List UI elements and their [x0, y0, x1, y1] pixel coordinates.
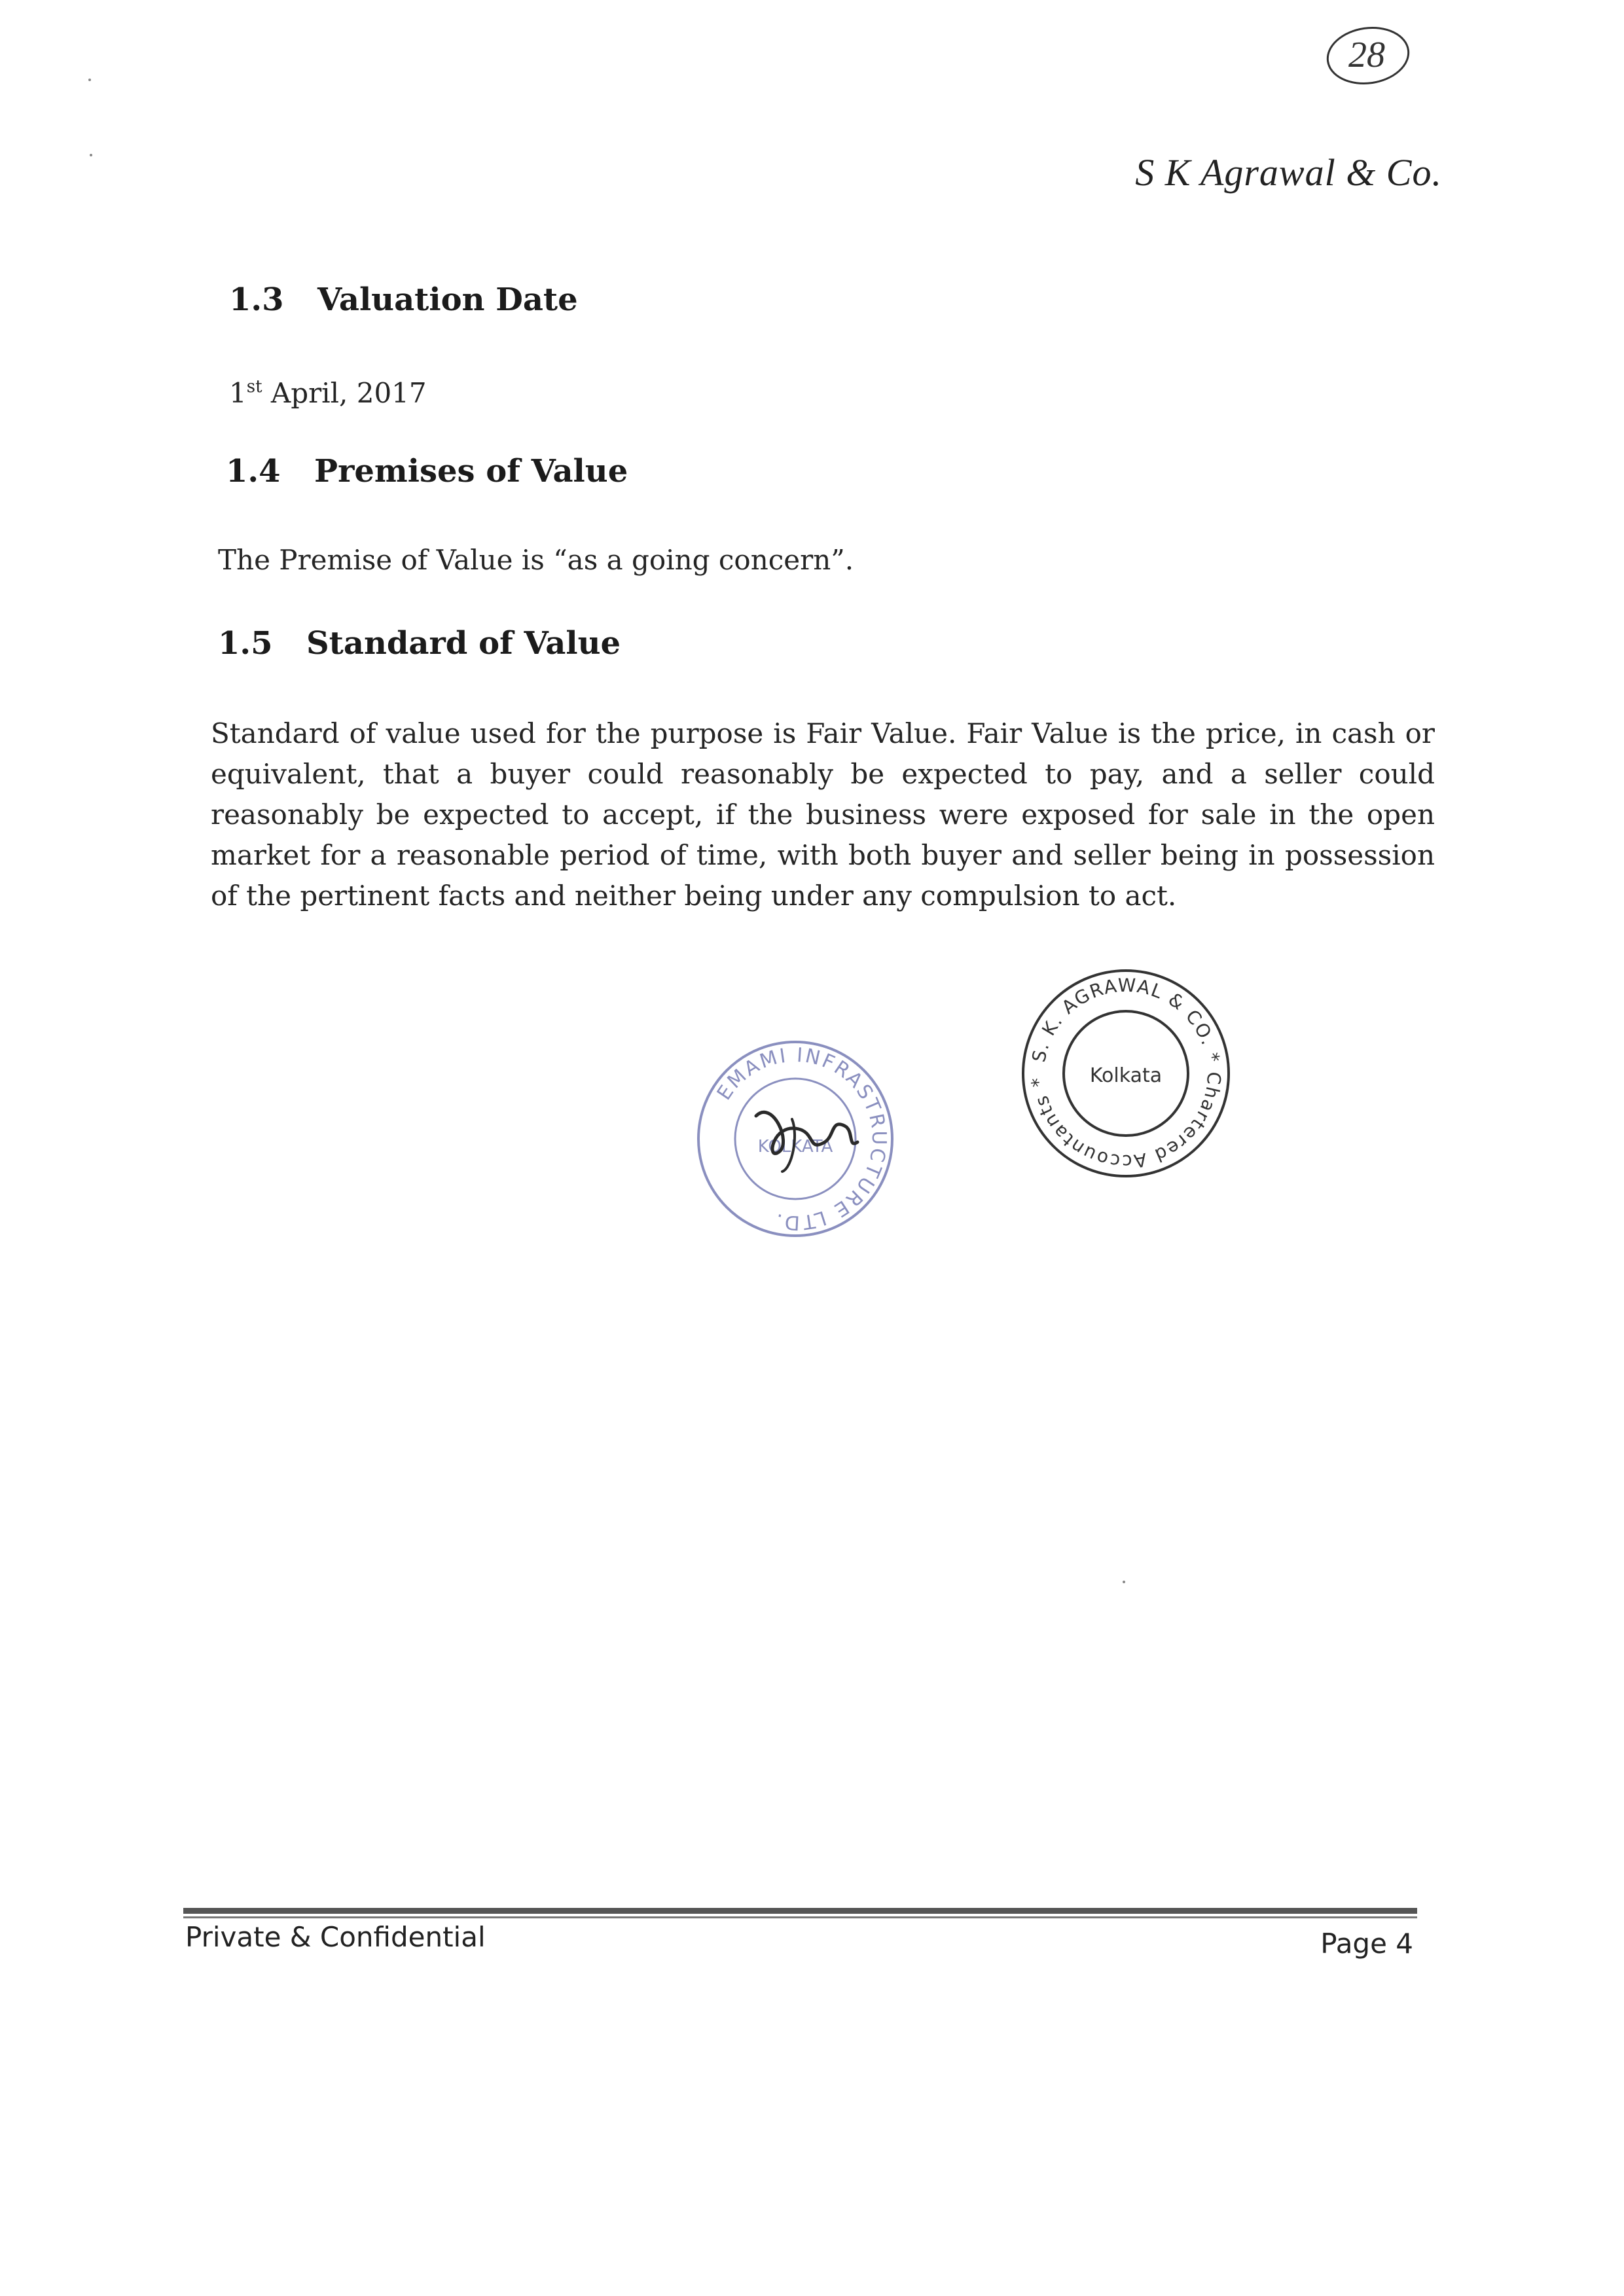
section-number: 1.5: [218, 625, 273, 662]
emami-seal-ring-text: EMAMI INFRASTRUCTURE LTD.: [712, 1043, 891, 1234]
scan-speck: [90, 154, 92, 156]
premises-of-value-text: The Premise of Value is “as a going concern”.: [218, 544, 854, 576]
section-number: 1.3: [229, 281, 284, 318]
agrawal-firm-seal: [1018, 965, 1234, 1181]
scan-speck: [1123, 1581, 1125, 1583]
page-mark-text: 28: [1348, 35, 1385, 75]
footer-rule-thin: [183, 1916, 1417, 1918]
section-heading-valuation-date: [229, 281, 578, 318]
emami-seal-inner-text: KOLKATA: [757, 1137, 833, 1157]
section-title: Standard of Value: [306, 625, 621, 662]
footer-page-number: Page 4: [1320, 1928, 1413, 1960]
standard-of-value-paragraph: Standard of value used for the purpose is Fair Value. Fair Value is the price, in cash or equivalent, that a buyer could reasonably be expected to pay, and a seller could reasonably be expected to accept, if the business were exposed for sale in the open market for a reasonable period of time, with both buyer and seller being in possession of the pertinent facts and neither being under any compulsion to act.: [211, 717, 1435, 912]
footer-confidential-label: Private & Confidential: [185, 1921, 486, 1953]
firm-name: S K Agrawal & Co.: [1135, 151, 1442, 194]
handwritten-page-mark: [1316, 20, 1420, 92]
emami-company-seal: [694, 1037, 897, 1240]
section-title: Premises of Value: [314, 453, 628, 490]
section-heading-premises-of-value: [226, 453, 628, 490]
agrawal-seal-inner-text: Kolkata: [1089, 1064, 1163, 1087]
valuation-date-text: 1st April, 2017: [229, 377, 427, 409]
scan-speck: [88, 79, 91, 81]
section-heading-standard-of-value: [218, 625, 621, 662]
section-number: 1.4: [226, 453, 281, 490]
footer-rule: [183, 1908, 1417, 1914]
section-title: Valuation Date: [317, 281, 578, 318]
agrawal-seal-ring-text: S. K. AGRAWAL & CO. * Chartered Accountants *: [1026, 974, 1225, 1173]
